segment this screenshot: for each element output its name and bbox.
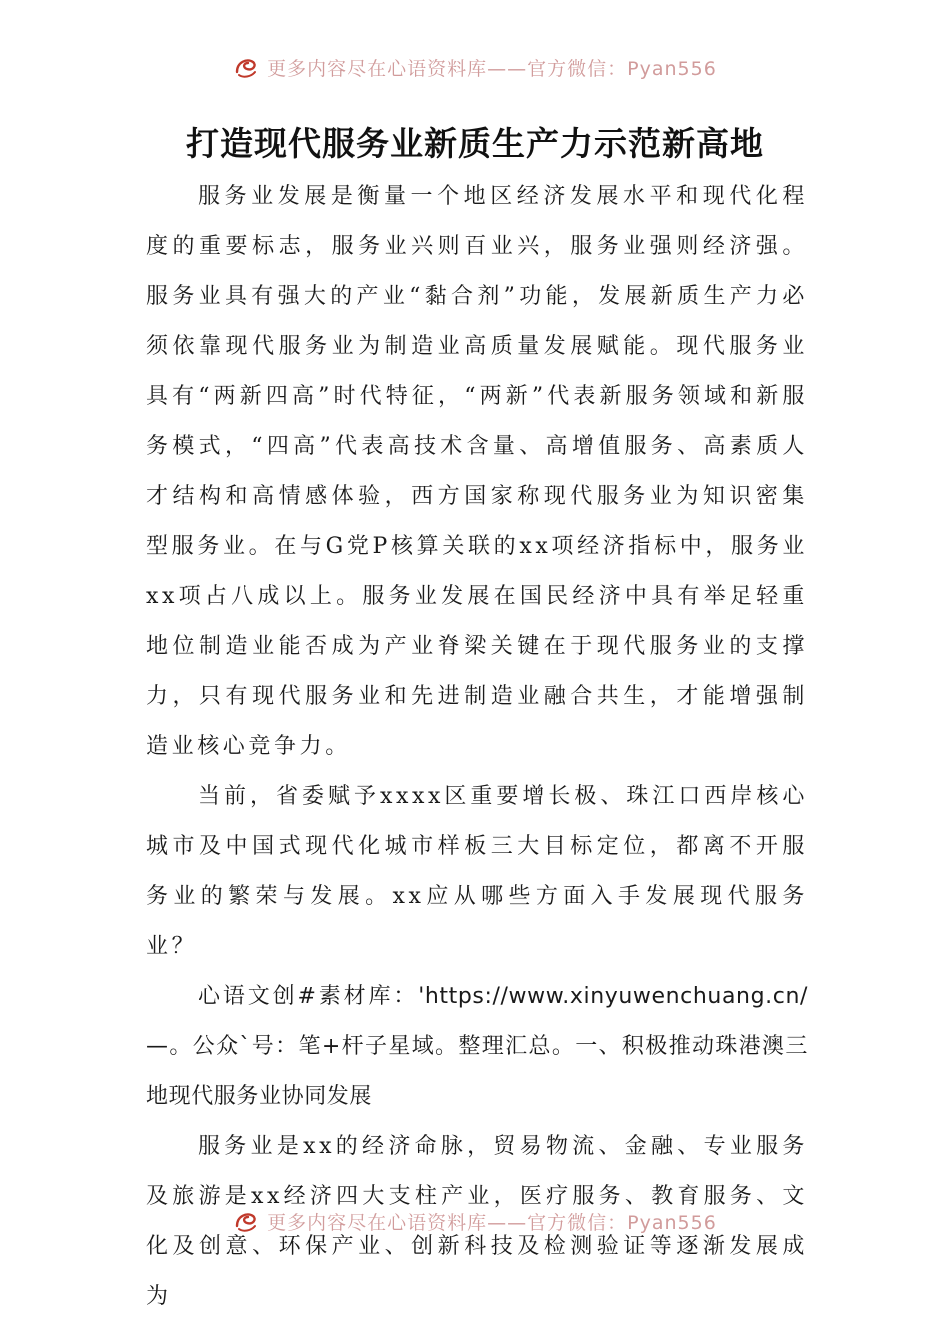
document-title: 打造现代服务业新质生产力示范新高地	[186, 124, 764, 163]
paragraph-3-heading: 心语文创#素材库：'https://www.xinyuwenchuang.cn/—。公众`号：笔+杆子星域。整理汇总。一、积极推动珠港澳三地现代服务业协同发展	[146, 984, 808, 1109]
header-watermark	[0, 52, 950, 82]
document-body	[146, 172, 808, 1322]
footer-watermark	[0, 1206, 950, 1236]
paragraph-4: 服务业是xx的经济命脉，贸易物流、金融、专业服务及旅游是xx经济四大支柱产业，医疗服务、教育服务、文化及创意、环保产业、创新科技及检测验证等逐渐发展成为	[146, 1134, 808, 1309]
watermark-text: 更多内容尽在心语资料库——官方微信：Pyan556	[267, 57, 717, 80]
paragraph-1: 服务业发展是衡量一个地区经济发展水平和现代化程度的重要标志，服务业兴则百业兴，服务业强则经济强。服务业具有强大的产业“黏合剂”功能，发展新质生产力必须依靠现代服务业为制造业高质量发展赋能。现代服务业具有“两新四高”时代特征，“两新”代表新服务领域和新服务模式，“四高”代表高技术含量、高增值服务、高素质人才结构和高情感体验，西方国家称现代服务业为知识密集型服务业。在与G党P核算关联的xx项经济指标中，服务业xx项占八成以上。服务业发展在国民经济中具有举足轻重地位制造业能否成为产业脊梁关键在于现代服务业的支撑力，只有现代服务业和先进制造业融合共生，才能增强制造业核心竞争力。	[146, 184, 808, 759]
red-swirl-logo-icon	[233, 1208, 259, 1234]
paragraph-2: 当前，省委赋予xxxx区重要增长极、珠江口西岸核心城市及中国式现代化城市样板三大目标定位，都离不开服务业的繁荣与发展。xx应从哪些方面入手发展现代服务业？	[146, 784, 808, 959]
red-swirl-logo-icon	[233, 54, 259, 80]
watermark-text: 更多内容尽在心语资料库——官方微信：Pyan556	[267, 1211, 717, 1234]
